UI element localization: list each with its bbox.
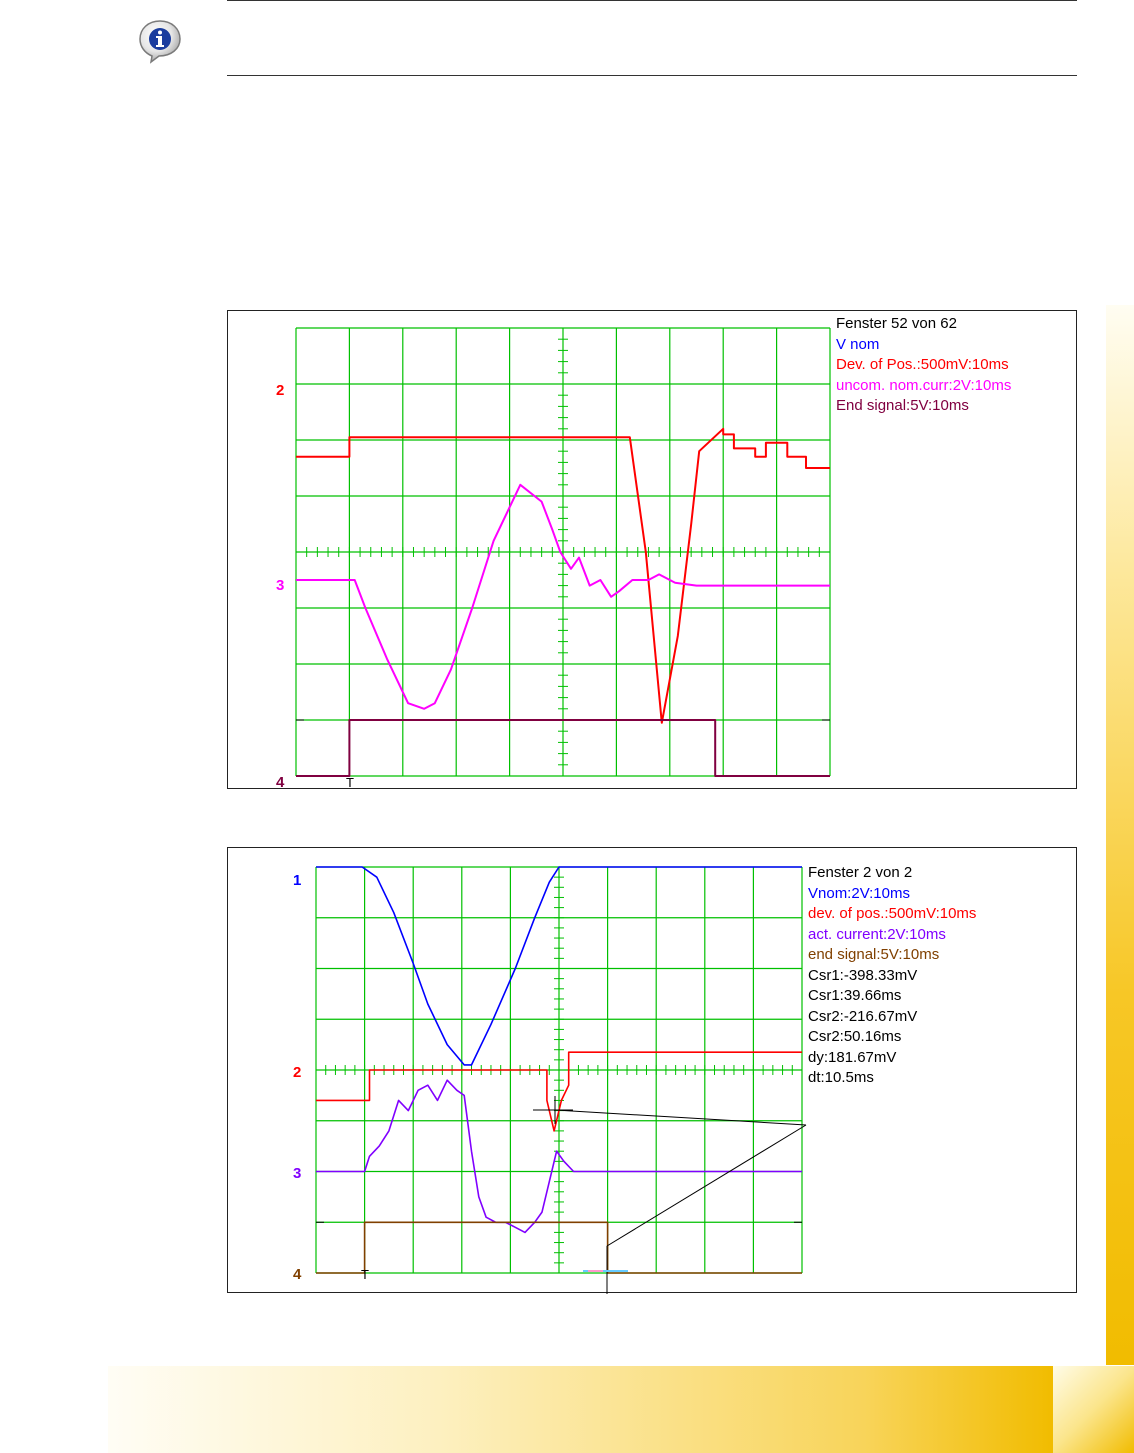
legend-entry-7: Csr1:39.66ms xyxy=(808,987,902,1004)
legend-entry-5: End signal:5V:10ms xyxy=(836,397,969,414)
info-icon xyxy=(137,18,183,64)
legend-entry-11: dt:10.5ms xyxy=(808,1069,874,1086)
channel-marker-2: 2 xyxy=(293,1064,302,1081)
scope-2-legend xyxy=(808,860,976,1086)
cursor-annotation xyxy=(533,1096,806,1294)
legend-entry-2: Vnom:2V:10ms xyxy=(808,884,910,902)
channel-marker-3: 3 xyxy=(293,1165,302,1182)
channel-marker-3: 3 xyxy=(276,577,285,594)
channel-marker-4: 4 xyxy=(293,1266,302,1283)
bottom-rule xyxy=(227,75,1077,76)
scope-1-legend xyxy=(836,314,1011,417)
legend-entry-8: Csr2:-216.67mV xyxy=(808,1007,918,1025)
legend-entry-1: Fenster 2 von 2 xyxy=(808,864,913,881)
legend-entry-2: V nom xyxy=(836,335,880,353)
page-edge-bar xyxy=(1106,305,1134,1365)
channel-marker-2: 2 xyxy=(276,382,285,399)
trigger-marker: T xyxy=(346,775,354,790)
legend-entry-1: Fenster 52 von 62 xyxy=(836,315,957,332)
legend-entry-9: Csr2:50.16ms xyxy=(808,1028,902,1045)
page-corner xyxy=(1053,1366,1134,1453)
oscilloscope-chart-1 xyxy=(227,310,1077,789)
legend-entry-5: end signal:5V:10ms xyxy=(808,946,940,963)
channel-marker-1: 1 xyxy=(293,872,302,889)
legend-entry-3: dev. of pos.:500mV:10ms xyxy=(808,905,977,922)
legend-entry-6: Csr1:-398.33mV xyxy=(808,966,918,984)
page-bottom-bar xyxy=(108,1366,1053,1453)
legend-entry-10: dy:181.67mV xyxy=(808,1048,897,1066)
legend-entry-3: Dev. of Pos.:500mV:10ms xyxy=(836,356,1009,373)
top-rule xyxy=(227,0,1077,1)
legend-entry-4: uncom. nom.curr:2V:10ms xyxy=(836,376,1012,394)
grid xyxy=(296,328,830,776)
legend-entry-4: act. current:2V:10ms xyxy=(808,925,946,943)
channel-marker-4: 4 xyxy=(276,774,285,790)
trigger-marker: T xyxy=(361,1267,369,1282)
oscilloscope-chart-2 xyxy=(227,847,1077,1293)
